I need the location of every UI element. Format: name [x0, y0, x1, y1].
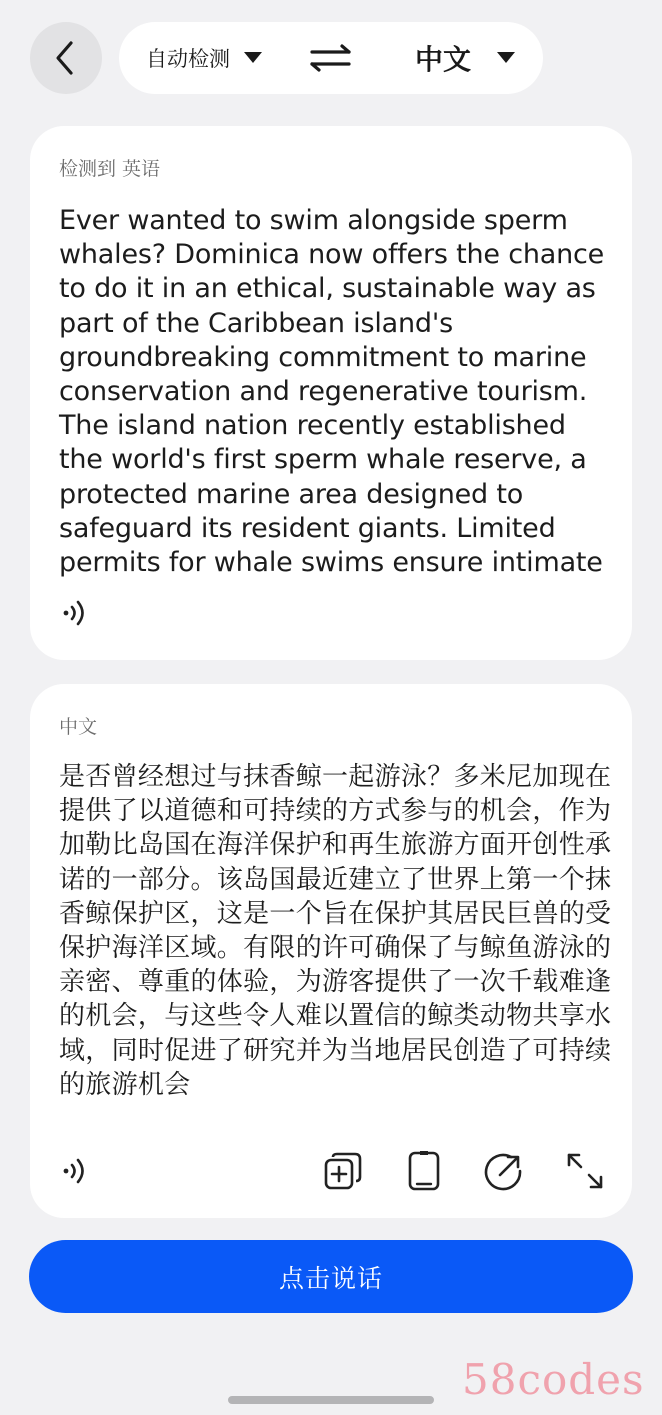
expand-icon[interactable]	[566, 1152, 604, 1190]
source-text[interactable]: Ever wanted to swim alongside sperm whales? Dominica now offers the chance to do it in an ethical, sustainable way as part of the Caribbean island's groundbreaking commitment to marine conservation and regenerative tourism. The island nation recently established the world's first sperm whale reserve, a protected marine area designed to safeguard its resident giants. Limited permits for whale swims ensure intimate	[59, 205, 605, 579]
caret-down-icon	[497, 52, 515, 64]
swap-languages-icon[interactable]	[309, 46, 353, 70]
source-text-card	[30, 126, 632, 660]
watermark: 58codes	[462, 1355, 645, 1404]
translated-text[interactable]: 是否曾经想过与抹香鲸一起游泳？多米尼加现在提供了以道德和可持续的方式参与的机会，作为加勒比岛国在海洋保护和再生旅游方面开创性承诺的一部分。该岛国最近建立了世界上第一个抹香鲸保护区，这是一个旨在保护其居民巨兽的受保护海洋区域。有限的许可确保了与鲸鱼游泳的亲密、尊重的体验，为游客提供了一次千载难逢的机会，与这些令人难以置信的鲸类动物共享水域，同时促进了研究并为当地居民创造了可持续的旅游机会	[59, 762, 612, 1100]
translation-card	[30, 684, 632, 1218]
speaker-icon[interactable]	[62, 598, 92, 628]
phone-icon[interactable]	[408, 1151, 440, 1191]
target-language-dropdown[interactable]	[415, 22, 515, 94]
copy-icon[interactable]	[324, 1152, 362, 1190]
source-language-dropdown[interactable]	[146, 22, 262, 94]
source-language-label: 自动检测	[146, 47, 230, 71]
chevron-left-icon	[53, 40, 79, 76]
tap-to-speak-label: 点击说话	[278, 1263, 383, 1293]
caret-down-icon	[244, 52, 262, 64]
speaker-icon[interactable]	[62, 1156, 92, 1186]
target-language-label: 中文	[415, 43, 472, 76]
tap-to-speak-button[interactable]	[29, 1240, 633, 1313]
language-selector	[119, 22, 543, 94]
target-language-label: 中文	[59, 716, 98, 738]
back-button[interactable]	[30, 22, 102, 94]
share-icon[interactable]	[484, 1151, 524, 1191]
home-indicator[interactable]	[228, 1396, 434, 1404]
detected-language-label: 检测到 英语	[59, 158, 161, 180]
